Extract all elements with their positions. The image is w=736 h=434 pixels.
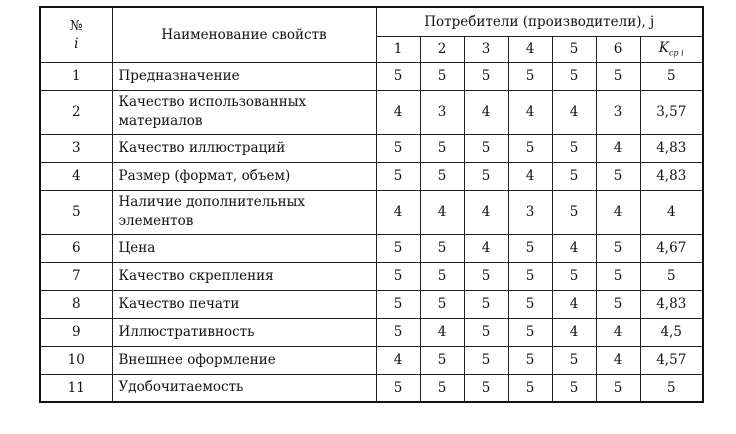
property-name: Удобочитаемость	[112, 374, 376, 402]
properties-table	[39, 6, 704, 403]
consumers-header: Потребители (производители), j	[376, 7, 703, 36]
consumer-score: 5	[420, 162, 464, 190]
consumer-score: 5	[596, 374, 640, 402]
consumer-score: 5	[420, 346, 464, 374]
consumer-score: 5	[376, 318, 420, 346]
consumer-col-header: 1	[376, 36, 420, 62]
consumer-score: 5	[552, 62, 596, 90]
consumer-score: 3	[420, 90, 464, 134]
k-average-value: 4,57	[640, 346, 703, 374]
consumer-score: 5	[376, 374, 420, 402]
table-row	[40, 62, 703, 90]
row-number: 7	[40, 262, 112, 290]
consumer-score: 4	[508, 162, 552, 190]
consumer-score: 5	[464, 346, 508, 374]
consumer-score: 5	[376, 162, 420, 190]
name-column-header: Наименование свойств	[112, 7, 376, 62]
consumer-score: 5	[552, 374, 596, 402]
property-name: Иллюстративность	[112, 318, 376, 346]
table-row	[40, 190, 703, 234]
consumer-score: 5	[596, 62, 640, 90]
k-average-value: 4,5	[640, 318, 703, 346]
table-row	[40, 346, 703, 374]
consumer-score: 5	[376, 134, 420, 162]
k-average-value: 4	[640, 190, 703, 234]
row-number: 5	[40, 190, 112, 234]
consumer-score: 5	[508, 290, 552, 318]
consumer-score: 4	[552, 90, 596, 134]
consumer-score: 4	[508, 90, 552, 134]
k-average-header	[640, 36, 703, 62]
row-number: 4	[40, 162, 112, 190]
k-average-value: 5	[640, 62, 703, 90]
consumer-score: 4	[596, 134, 640, 162]
table-row	[40, 290, 703, 318]
consumer-score: 5	[552, 346, 596, 374]
consumer-col-header: 5	[552, 36, 596, 62]
consumer-score: 4	[420, 318, 464, 346]
consumer-score: 5	[376, 262, 420, 290]
consumer-score: 5	[508, 374, 552, 402]
property-name: Внешнее оформление	[112, 346, 376, 374]
header-row-1	[40, 7, 703, 36]
consumer-score: 4	[596, 190, 640, 234]
consumer-score: 5	[464, 162, 508, 190]
number-symbol: №	[69, 17, 83, 34]
consumer-score: 5	[508, 134, 552, 162]
consumer-score: 5	[464, 374, 508, 402]
k-average-value: 4,83	[640, 134, 703, 162]
consumer-score: 3	[508, 190, 552, 234]
number-header	[40, 7, 112, 62]
row-number: 9	[40, 318, 112, 346]
table-body	[40, 62, 703, 402]
consumer-score: 4	[552, 318, 596, 346]
property-name: Цена	[112, 234, 376, 262]
consumer-score: 5	[376, 290, 420, 318]
consumer-score: 5	[420, 134, 464, 162]
property-name: Предназначение	[112, 62, 376, 90]
consumer-score: 4	[596, 318, 640, 346]
table-row	[40, 318, 703, 346]
consumer-score: 4	[376, 90, 420, 134]
consumer-score: 5	[420, 374, 464, 402]
consumer-score: 5	[508, 262, 552, 290]
k-average-value: 3,57	[640, 90, 703, 134]
consumer-col-header: 3	[464, 36, 508, 62]
property-name: Качество печати	[112, 290, 376, 318]
consumer-score: 5	[420, 62, 464, 90]
consumer-score: 5	[508, 318, 552, 346]
k-average-value: 4,83	[640, 290, 703, 318]
consumer-col-header: 2	[420, 36, 464, 62]
k-average-value: 5	[640, 374, 703, 402]
property-name: Качество иллюстраций	[112, 134, 376, 162]
table-row	[40, 162, 703, 190]
property-name: Наличие дополнительных элементов	[112, 190, 376, 234]
property-name: Качество использованных материалов	[112, 90, 376, 134]
consumer-score: 5	[508, 62, 552, 90]
consumer-score: 5	[464, 134, 508, 162]
consumer-score: 4	[376, 346, 420, 374]
consumer-score: 3	[596, 90, 640, 134]
table-row	[40, 134, 703, 162]
consumer-score: 5	[464, 318, 508, 346]
row-number: 2	[40, 90, 112, 134]
consumer-score: 5	[552, 162, 596, 190]
property-name: Размер (формат, объем)	[112, 162, 376, 190]
consumer-score: 4	[464, 234, 508, 262]
consumer-score: 5	[596, 290, 640, 318]
consumer-score: 4	[464, 90, 508, 134]
consumer-col-header: 4	[508, 36, 552, 62]
consumer-score: 4	[552, 290, 596, 318]
consumer-score: 5	[376, 62, 420, 90]
row-number: 6	[40, 234, 112, 262]
table-row	[40, 374, 703, 402]
table-row	[40, 234, 703, 262]
consumer-score: 5	[464, 62, 508, 90]
number-variable: i	[74, 35, 79, 52]
consumer-score: 5	[464, 290, 508, 318]
table-row	[40, 262, 703, 290]
consumer-score: 5	[508, 234, 552, 262]
consumer-score: 5	[596, 262, 640, 290]
consumer-score: 4	[420, 190, 464, 234]
consumer-score: 4	[464, 190, 508, 234]
consumer-score: 5	[552, 134, 596, 162]
consumer-score: 5	[596, 234, 640, 262]
consumer-score: 5	[552, 262, 596, 290]
consumer-score: 5	[420, 262, 464, 290]
consumer-score: 5	[464, 262, 508, 290]
property-name: Качество скрепления	[112, 262, 376, 290]
consumer-score: 5	[420, 234, 464, 262]
consumer-score: 5	[420, 290, 464, 318]
consumer-score: 5	[596, 162, 640, 190]
k-symbol: K	[658, 40, 669, 57]
k-average-value: 5	[640, 262, 703, 290]
row-number: 1	[40, 62, 112, 90]
k-average-value: 4,83	[640, 162, 703, 190]
row-number: 8	[40, 290, 112, 318]
consumer-score: 5	[376, 234, 420, 262]
row-number: 3	[40, 134, 112, 162]
row-number: 10	[40, 346, 112, 374]
consumer-score: 4	[552, 234, 596, 262]
k-subscript: cp i	[668, 48, 684, 58]
consumer-score: 4	[596, 346, 640, 374]
consumer-score: 5	[552, 190, 596, 234]
consumer-score: 5	[508, 346, 552, 374]
k-average-value: 4,67	[640, 234, 703, 262]
table-row	[40, 90, 703, 134]
consumer-score: 4	[376, 190, 420, 234]
row-number: 11	[40, 374, 112, 402]
consumer-col-header: 6	[596, 36, 640, 62]
